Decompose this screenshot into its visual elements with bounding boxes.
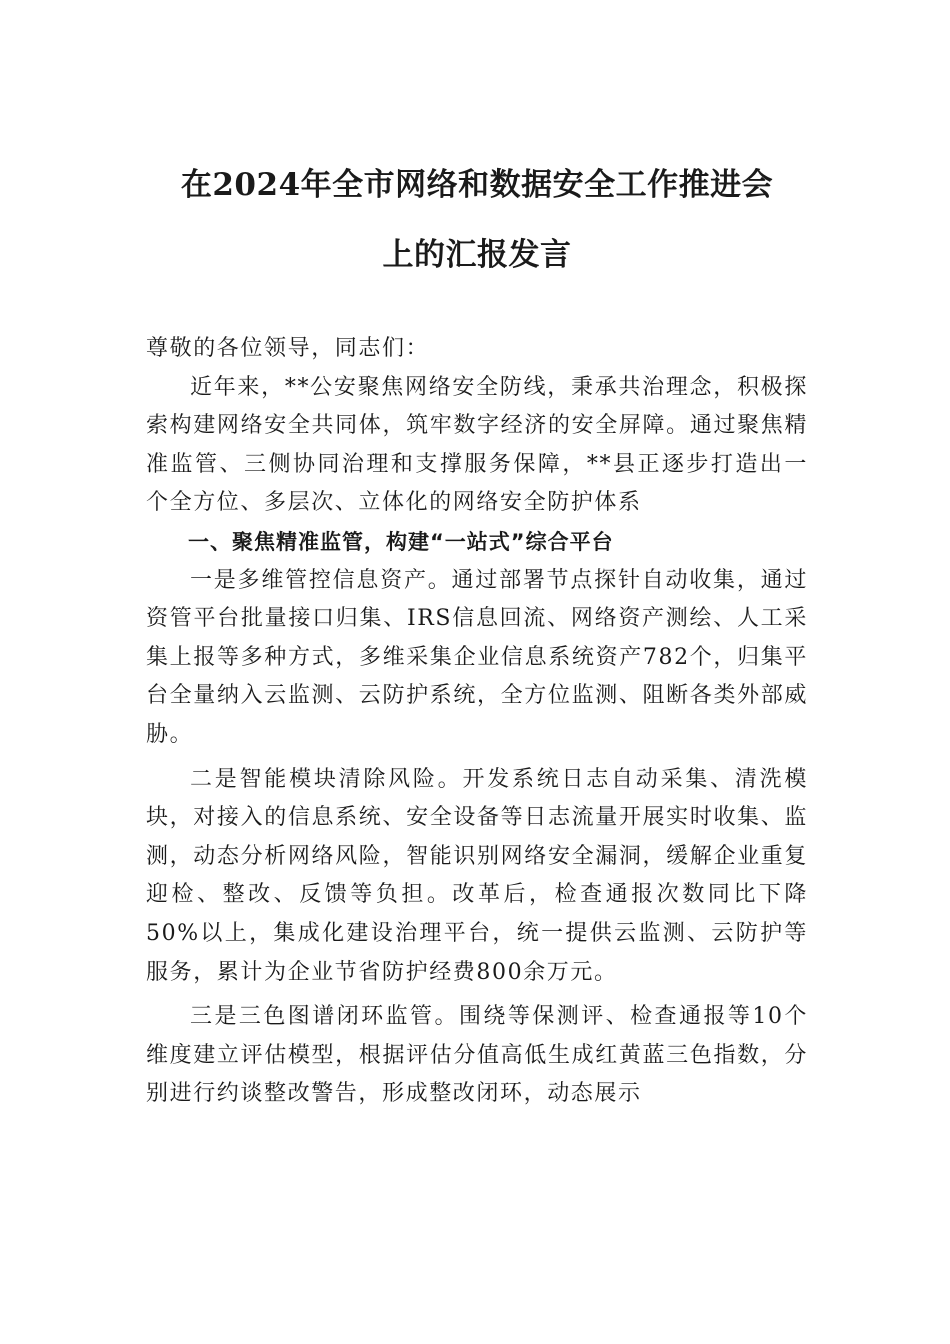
section-1-heading: 一、聚焦精准监管，构建“一站式”综合平台 xyxy=(188,529,614,554)
document-body xyxy=(146,330,808,1114)
document-title xyxy=(146,150,808,290)
paragraph-2-text: 开发系统日志自动采集、清洗模块，对接入的信息系统、安全设备等日志流量开展实时收集、监测，动态分析网络风险，智能识别网络安全漏洞，缓解企业重复迎检、整改、反馈等负担。改革后，检查通报次数同比下降50%以上，集成化建设治理平台，统一提供云监测、云防护等服务，累计为企业节省防护经费800余万元。 xyxy=(146,766,808,985)
title-line-2: 上的汇报发言 xyxy=(382,237,572,273)
paragraph-3 xyxy=(146,998,808,1114)
salutation: 尊敬的各位领导，同志们： xyxy=(146,336,430,361)
title-line-1: 在2024年全市网络和数据安全工作推进会 xyxy=(180,167,774,203)
paragraph-2 xyxy=(146,761,808,993)
paragraph-1 xyxy=(146,562,808,755)
document-page xyxy=(146,150,808,1114)
paragraph-3-lead: 三是三色图谱闭环监管。 xyxy=(190,1004,459,1030)
paragraph-1-lead: 一是多维管控信息资产。 xyxy=(190,567,452,593)
paragraph-1-text: 通过部署节点探针自动收集，通过资管平台批量接口归集、IRS信息回流、网络资产测绘、人工采集上报等多种方式，多维采集企业信息系统资产782个，归集平台全量纳入云监测、云防护系统，全方位监测、阻断各类外部威胁。 xyxy=(146,567,808,747)
paragraph-3-text: 围绕等保测评、检查通报等10个维度建立评估模型，根据评估分值高低生成红黄蓝三色指数，分别进行约谈整改警告，形成整改闭环，动态展示 xyxy=(146,1004,808,1107)
paragraph-2-lead: 二是智能模块清除风险。 xyxy=(190,766,463,792)
intro-paragraph: 近年来，**公安聚焦网络安全防线，秉承共治理念，积极探索构建网络安全共同体，筑牢数字经济的安全屏障。通过聚焦精准监管、三侧协同治理和支撑服务保障，**县正逐步打造出一个全方位、多层次、立体化的网络安全防护体系 xyxy=(146,374,808,516)
